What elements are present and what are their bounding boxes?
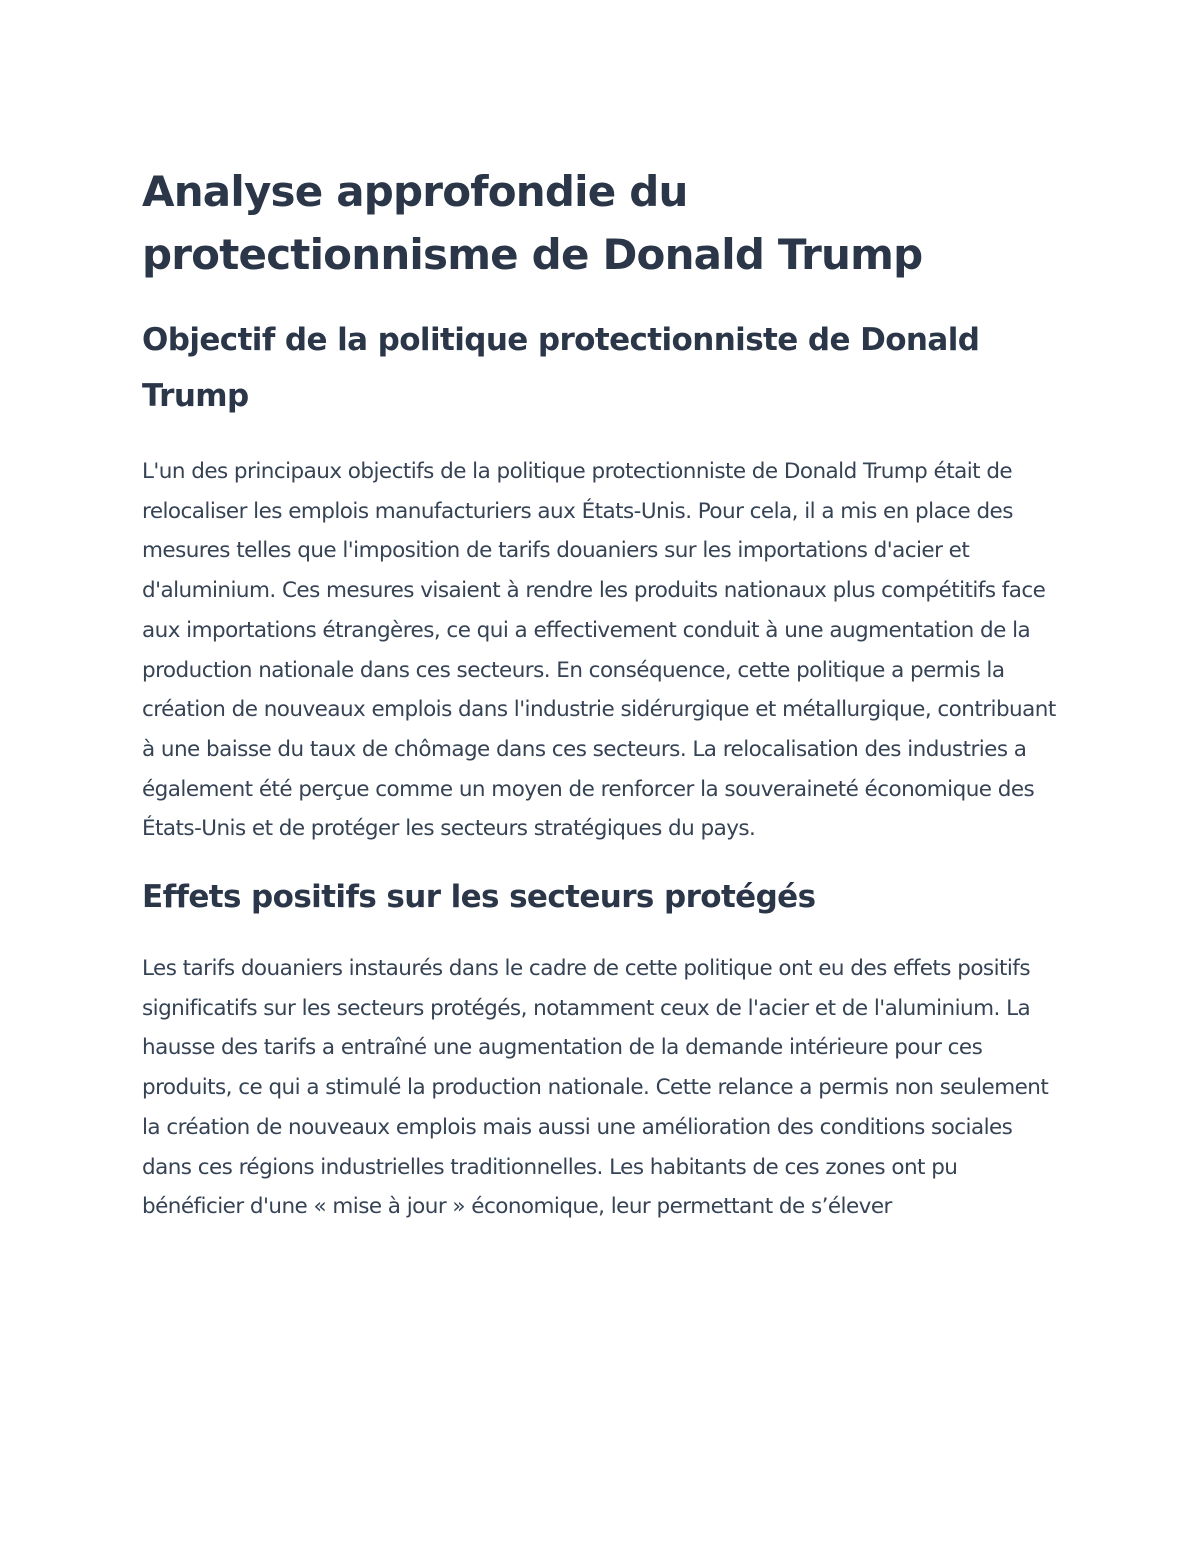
document-title: Analyse approfondie du protectionnisme de Donald Trump xyxy=(142,167,923,279)
document-page xyxy=(142,160,1062,1227)
section-body-effets: Les tarifs douaniers instaurés dans le cadre de cette politique ont eu des effets positifs significatifs sur les secteurs protégés, notamment ceux de l'acier et de l'aluminium. La hausse des tarifs a entraîné une augmentation de la demande intérieure pour ces produits, ce qui a stimulé la production nationale. Cette relance a permis non seulement la création de nouveaux emplois mais aussi une amélioration des conditions sociales dans ces régions industrielles traditionnelles. Les habitants de ces zones ont pu bénéficier d'une « mise à jour » économique, leur permettant de s’élever xyxy=(142,956,1049,1220)
section-heading-effets: Effets positifs sur les secteurs protégés xyxy=(142,879,816,916)
section-heading-objectif: Objectif de la politique protectionniste de Donald Trump xyxy=(142,322,980,414)
section-body-objectif: L'un des principaux objectifs de la politique protectionniste de Donald Trump était de relocaliser les emplois manufacturiers aux États-Unis. Pour cela, il a mis en place des mesures telles que l'imposition de tarifs douaniers sur les importations d'acier et d'aluminium. Ces mesures visaient à rendre les produits nationaux plus compétitifs face aux importations étrangères, ce qui a effectivement conduit à une augmentation de la production nationale dans ces secteurs. En conséquence, cette politique a permis la création de nouveaux emplois dans l'industrie sidérurgique et métallurgique, contribuant à une baisse du taux de chômage dans ces secteurs. La relocalisation des industries a également été perçue comme un moyen de renforcer la souveraineté économique des États-Unis et de protéger les secteurs stratégiques du pays. xyxy=(142,459,1056,842)
